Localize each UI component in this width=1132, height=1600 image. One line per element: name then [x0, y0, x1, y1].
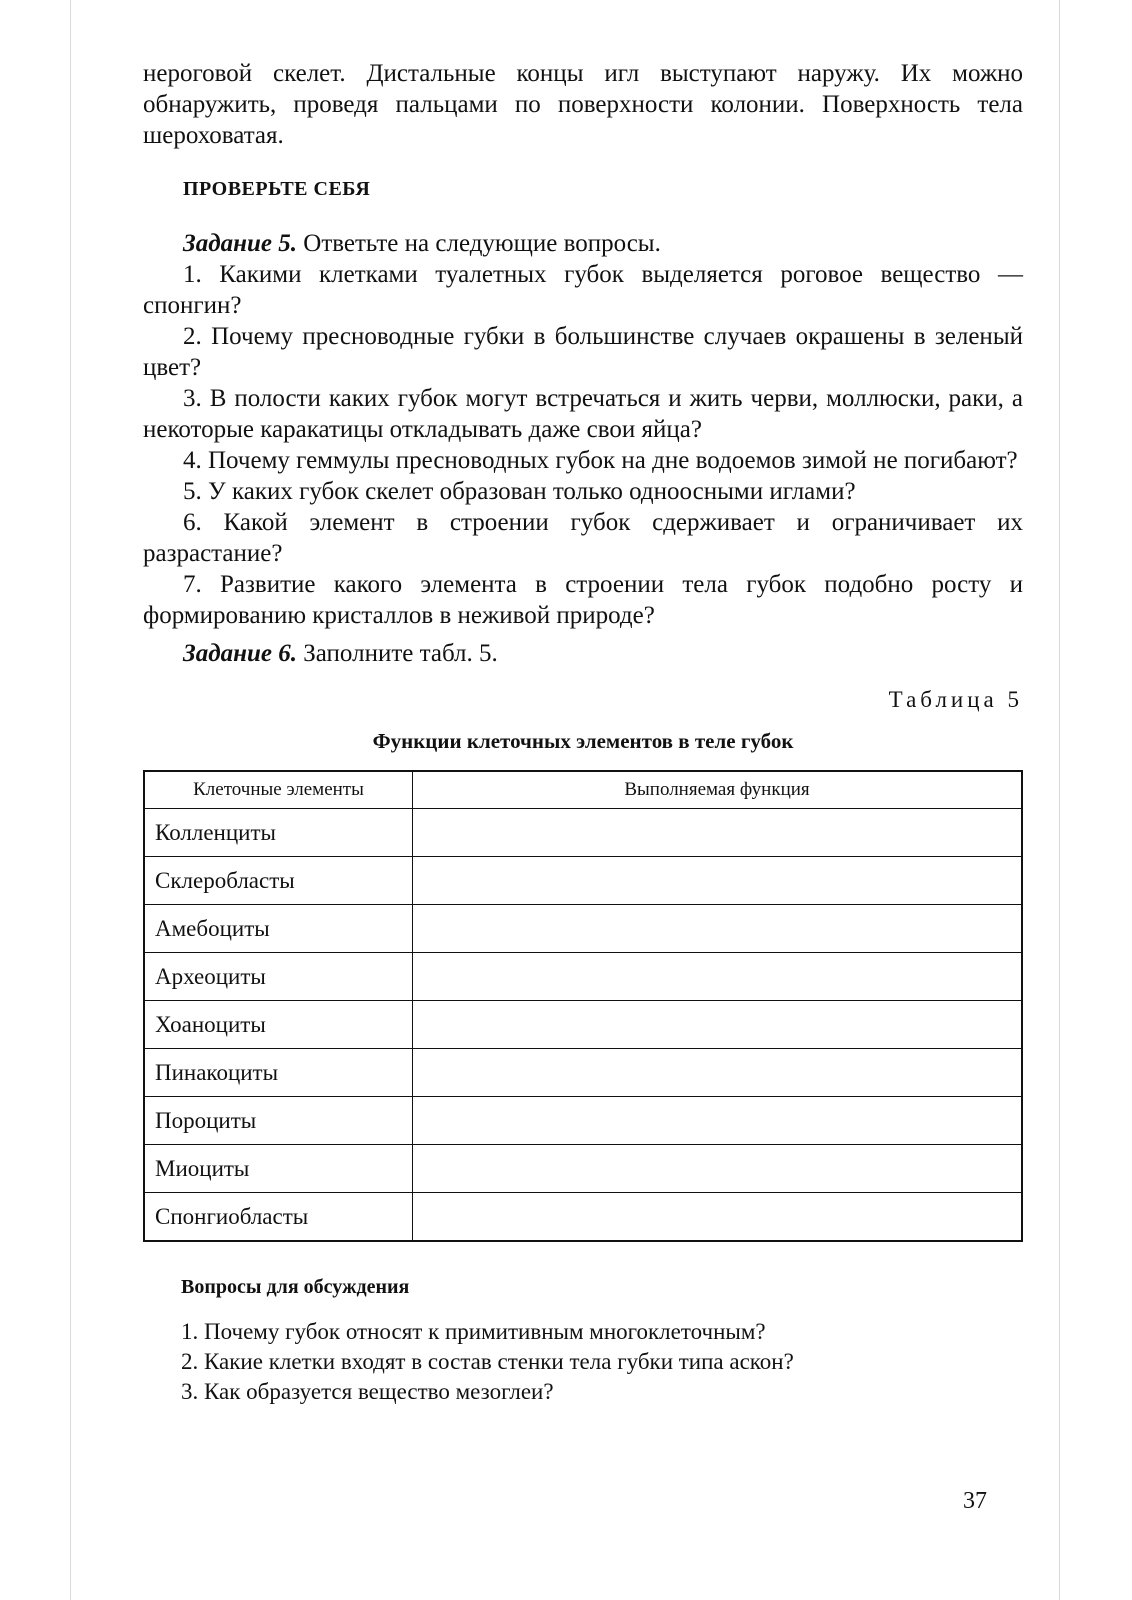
column-header-elements: Клеточные элементы [144, 771, 413, 809]
cell-element-name: Колленциты [144, 809, 413, 857]
table-row [144, 905, 1022, 953]
cell-functions-table [143, 770, 1023, 1242]
cell-function-blank[interactable] [413, 905, 1023, 953]
table-title: Функции клеточных элементов в теле губок [372, 729, 794, 753]
task5-text: Ответьте на следующие вопросы. [303, 230, 661, 257]
task5-question: 7. Развитие какого элемента в строении тела губок подобно росту и формированию кристаллов в неживой природе? [143, 571, 1023, 629]
cell-element-name: Миоциты [144, 1145, 413, 1193]
table-row [144, 1049, 1022, 1097]
table-header-row [144, 771, 1022, 809]
cell-function-blank[interactable] [413, 857, 1023, 905]
discussion-question: 2. Какие клетки входят в состав стенки тела губки типа аскон? [181, 1349, 794, 1374]
cell-function-blank[interactable] [413, 1145, 1023, 1193]
intro-paragraph: нероговой скелет. Дистальные концы игл выступают наружу. Их можно обнаружить, проведя пальцами по поверхности колонии. Поверхность тела шероховатая. [143, 60, 1023, 149]
table-row [144, 809, 1022, 857]
table-row [144, 857, 1022, 905]
check-heading: ПРОВЕРЬТЕ СЕБЯ [183, 178, 371, 200]
table-row [144, 1145, 1022, 1193]
cell-function-blank[interactable] [413, 809, 1023, 857]
discussion-heading: Вопросы для обсуждения [181, 1276, 410, 1298]
task6-header [143, 638, 1023, 669]
task5-question: 3. В полости каких губок могут встречаться и жить черви, моллюски, раки, а некоторые каракатицы откладывать даже свои яйца? [143, 385, 1023, 443]
task5-question: 4. Почему геммулы пресноводных губок на дне водоемов зимой не погибают? [183, 447, 1018, 474]
cell-function-blank[interactable] [413, 1001, 1023, 1049]
discussion-question: 3. Как образуется вещество мезоглеи? [181, 1379, 554, 1404]
task5-question: 5. У каких губок скелет образован только одноосными иглами? [183, 478, 856, 505]
task6-label: Задание 6. [183, 640, 298, 667]
task5-question: 2. Почему пресноводные губки в большинстве случаев окрашены в зеленый цвет? [143, 323, 1023, 381]
cell-function-blank[interactable] [413, 1193, 1023, 1242]
cell-function-blank[interactable] [413, 953, 1023, 1001]
discussion-question: 1. Почему губок относят к примитивным многоклеточным? [181, 1319, 766, 1344]
book-page [70, 0, 1060, 1600]
cell-element-name: Пороциты [144, 1097, 413, 1145]
task5-question: 1. Какими клетками туалетных губок выделяется роговое вещество — спонгин? [143, 261, 1023, 319]
cell-element-name: Амебоциты [144, 905, 413, 953]
task5-label: Задание 5. [183, 230, 298, 257]
page-number: 37 [963, 1488, 987, 1514]
task5-question: 6. Какой элемент в строении губок сдерживает и ограничивает их разрастание? [143, 509, 1023, 567]
task5-header [143, 228, 1023, 259]
table-label: Таблица 5 [888, 687, 1023, 712]
cell-function-blank[interactable] [413, 1097, 1023, 1145]
cell-function-blank[interactable] [413, 1049, 1023, 1097]
task6-text: Заполните табл. 5. [303, 640, 498, 667]
cell-element-name: Спонгиобласты [144, 1193, 413, 1242]
cell-element-name: Пинакоциты [144, 1049, 413, 1097]
column-header-function: Выполняемая функция [413, 771, 1023, 809]
cell-element-name: Склеробласты [144, 857, 413, 905]
cell-element-name: Хоаноциты [144, 1001, 413, 1049]
cell-element-name: Археоциты [144, 953, 413, 1001]
table-row [144, 1001, 1022, 1049]
page-content [143, 58, 1023, 1407]
table-row [144, 1097, 1022, 1145]
table-row [144, 1193, 1022, 1242]
table-row [144, 953, 1022, 1001]
